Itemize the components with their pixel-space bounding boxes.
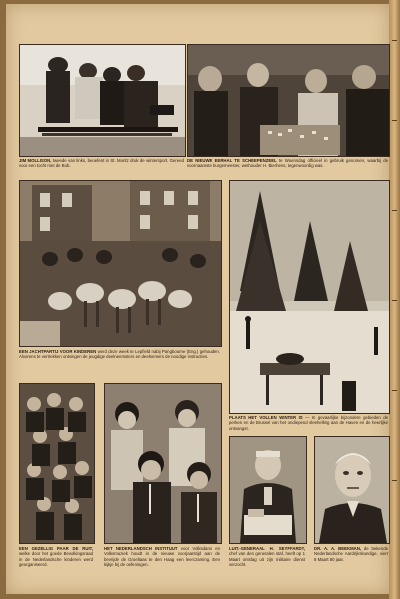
photo-winter-landscape — [229, 180, 390, 414]
caption-children: EEN GEZELLIG PAAR DE RUIT, welke door het goede Bevolkingsraad in de Nederlandsche kinderen werd georganiseerd. — [19, 546, 93, 568]
photo-hunt-party — [19, 180, 222, 347]
caption-folk-institute: HET NEDERLANDSCH INSTITUUT voor Volksdans en Volksmuziek houdt in de nieuwe voorjaarstijd aan de bevrijde de Groeltaas te den Haag een leerczaming. Een kijkje bij de oefeningen. — [104, 546, 220, 568]
photo-bobsleigh — [19, 44, 186, 157]
photo-children-group — [19, 383, 95, 544]
caption-winter: PLAATS HET VOLLEN WINTER IS — In gevaarlijke bijzondere gebieden de perken en de Brussel van het ondiepend sleehelling aan de Haven en de heerlijke ontvangst. — [229, 415, 389, 431]
photo-folk-music-institute — [104, 383, 222, 544]
page-edge-strip — [389, 0, 400, 599]
caption-mollison: JIM MOLLISON, tweede van links, beoefent in St. Moritz druk de wintersport. Gereed voor een tocht met de Bob. — [19, 158, 184, 169]
caption-hunt-party: EEN JACHTPARTIJ VOOR KINDEREN werd deze week te Lepfield nabij Pangbourne (Eng.) gehouden. Alvorens te vertrekken ontvingen de jeugdige deelneemsters en deelnemers de noodige instructies. — [19, 349, 221, 360]
caption-schependom: DE NIEUWE EERHAL TE SCHEEPENZEEL te Woensdag officieel in gebruik genomen, waarbij de voornaamste burgemeester, wethouder H. Bierhens, tegenwoordig was. — [187, 158, 389, 169]
caption-seyffardt: LUIT.-GENERAAL H. SEYFFARDT, chef van den generalen staf, heeft op 1 Maart ontslag uit zijn militaire dienst verzocht. — [229, 546, 305, 568]
photo-general-seyffardt — [229, 436, 307, 544]
photo-schependom — [187, 44, 390, 157]
photo-dr-beekman — [314, 436, 390, 544]
caption-beekman: DR. A. A. BEEKMAN, de bekende Nederlandsche Aardrijkskundige, viert 8 Maart 80 jaar. — [314, 546, 388, 562]
